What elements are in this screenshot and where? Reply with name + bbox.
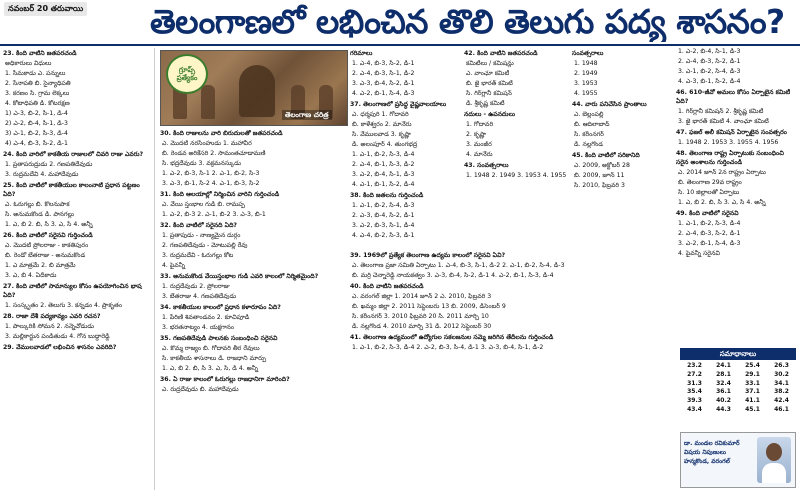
option-text: 2. 1949 (574, 69, 598, 77)
option-text: ఎ. వేయి స్తంభాల గుడి బి. రామప్ప (162, 200, 245, 208)
answer-cell: 25.4 (745, 362, 760, 370)
option-text: 1. ఎ-1, బి-2, సి-3, డి-4 2. ఎ-2, బి-3, సి-4, డి-1 3. ఎ-3, బి-4, సి-1, డి-2 (352, 343, 544, 351)
option-text: 4. మానేరు (466, 150, 493, 158)
question-text: 26. కింది వాటిలో సరైనవి గుర్తించండి (3, 231, 93, 239)
option-text: 1. ఎ, బి 2. బి, సి 3. ఎ, సి 4. అన్నీ (678, 198, 766, 206)
option-text: ఎ. ఓరుగల్లు బి. కొలనుపాక (5, 200, 70, 208)
option-text: 1. ఎ-1, బి-2, సి-3, డి-4 (678, 219, 741, 227)
answer-cell: 43.4 (687, 405, 702, 413)
answer-cell: 30.2 (774, 370, 789, 378)
option-text: బి. మర్రి చెన్నారెడ్డి నాయకత్వం 3. ఎ-3, బి-4, సి-2, డి-1 4. ఎ-2, బి-1, సి-3, డి-4 (352, 271, 554, 279)
option-text: బి. ఆదిలాబాద్ (574, 120, 610, 128)
option-text: 3. భరతనాట్యం 4. యక్షగానం (162, 323, 234, 331)
question-text: 43. సంవత్సరాలు (464, 161, 509, 169)
question-text: సంవత్సరాలు (572, 50, 604, 57)
option-text: 4. ఎ-2, బి-1, సి-4, డి-3 (352, 89, 415, 97)
option-text: 2) ఎ-2, బి-4, సి-1, డి-3 (5, 119, 68, 127)
author-role: విషయ నిపుణులు (684, 449, 726, 456)
answer-cell: 36.1 (716, 388, 731, 396)
option-text: 3. బేతరాజు 4. గణపతిదేవుడు (162, 292, 237, 300)
option-text: సి. కరీంనగర్ 3. 2010 ఫిబ్రవరి 20 సి. 2011 మార్చి 10 (352, 312, 489, 320)
option-text: 4. కోటాధిపతి డి. కోటరక్షణ (5, 99, 70, 107)
sculpture-figure (201, 85, 215, 119)
option-text: 1. ఎ-2, బి-3, సి-1 2. ఎ-1, బి-2, సి-3 (162, 169, 260, 177)
option-text: 1. సంస్కృతం 2. తెలుగు 3. కన్నడం 4. ప్రాకృతం (5, 301, 123, 309)
option-text: ఎ. తెలంగాణ ప్రజా సమితి ఏర్పాటు 1. ఎ-4, బి-3, సి-1, డి-2 2. ఎ-1, బి-2, సి-4, డి-3 (352, 261, 565, 269)
option-text: సి. వేములవాడ 3. కృష్ణా (352, 130, 411, 138)
option-text: సి. భద్రదేవుడు 3. వక్రమనస్కుడు (162, 159, 242, 167)
option-text: డి. నల్లగొండ (574, 140, 604, 148)
question-text: 47. ఫజల్ అలీ కమిషన్ ఏర్పాటైన సంవత్సరం (676, 128, 787, 136)
option-text: ఎ. కొమ్మ రాజ్యం బి. గోదావరి తీర రేవులు (162, 344, 260, 352)
option-text: 1. ఎ-4, బి-3, సి-2, డి-1 (352, 59, 415, 67)
column-2 (160, 128, 356, 490)
answer-cell: 23.2 (687, 362, 702, 370)
column-4 (464, 48, 568, 248)
question-text: 25. కింది వాటిలో కాకతీయుల కాలంనాటి ప్రధాన పట్టణం ఏది? (3, 181, 140, 198)
answer-cell: 26.3 (774, 362, 789, 370)
option-text: 1. 1948 2. 1953 3. 1955 4. 1956 (678, 138, 779, 146)
option-text: 3. ఎ-2, బి-4, సి-1, డి-3 (352, 170, 415, 178)
option-text: 3. ఎ-1, బి-2, సి-4, డి-3 (678, 67, 741, 75)
question-text: 34. కాకతీయుల కాలంలో ప్రధాన కళారూపం ఏది? (160, 303, 281, 311)
answer-cell: 41.1 (745, 396, 760, 404)
option-text: 3. మల్లికార్జున పండితుడు 4. గోన బుద్ధారెడ్డి (5, 332, 110, 340)
answer-cell: 39.3 (687, 396, 702, 404)
author-place: హన్మకొండ, వరంగల్ (684, 458, 730, 465)
answer-cell: 24.1 (716, 362, 731, 370)
option-text: 1. రుద్రదేవుడు 2. ప్రోలరాజు (162, 282, 230, 290)
answer-cell: 35.4 (687, 388, 702, 396)
answer-cell: 44.3 (716, 405, 731, 413)
option-text: సి. అనుమకొండ డి. పానగల్లు (5, 210, 75, 218)
answer-row (680, 406, 796, 415)
option-text: 4) ఎ-4, బి-3, సి-2, డి-1 (5, 139, 68, 147)
option-text: ఎ. 2009, అక్టోబర్ 28 (574, 161, 630, 169)
answer-cell: 32.4 (716, 379, 731, 387)
question-text: 39. 1969లో ప్రత్యేక తెలంగాణ ఉద్యమ కాలంలో సరైనవి ఏవి? (350, 252, 506, 259)
answer-cell: 45.1 (745, 405, 760, 413)
option-text: ఎ. రుద్రదేవుడు బి. మహాదేవుడు (162, 385, 239, 393)
option-text: 2. ఎ-4, బి-3, సి-1, డి-2 (352, 69, 415, 77)
question-text: 24. కింది వారిలో కాకతీయ రాజులలో చివరి రాజు ఎవరు? (3, 150, 144, 158)
option-text: బి. కాళేశ్వరం 2. మానేరు (352, 120, 412, 128)
answer-cell: 38.2 (774, 388, 789, 396)
question-text: 46. 610-జీవో అమలు కోసం ఏర్పాటైన కమిటీ ఏది? (676, 88, 791, 105)
option-text: 1. ఎ-2, బి-3 2. ఎ-1, బి-2 3. ఎ-3, బి-1 (162, 210, 266, 218)
option-text: 2. సేనాపతి బి. సైన్యాధిపతి (5, 79, 71, 87)
option-text: 1. ఎ, బి 2. బి, సి 3. ఎ, సి 4. అన్నీ (5, 220, 93, 228)
option-text: 3. ఎ-2, బి-1, సి-4, డి-3 (678, 239, 741, 247)
answer-cell: 28.1 (716, 370, 731, 378)
question-text: 45. కింది వాటిలో సరికానిది (572, 151, 640, 159)
option-text: ఎ. 2014 జూన్ 2న రాష్ట్రం ఏర్పాటు (678, 168, 766, 176)
question-text: 27. కింది వాటిలో సామాన్యుల కోసం ఉపయోగించిన భాష ఏది? (3, 282, 142, 299)
question-text: 42. కింది వాటిని జతపరచండి (464, 50, 538, 57)
option-text: 1. ఎ-2, బి-4, సి-1, డి-3 (678, 48, 741, 55)
question-text: 40. కింది వాటిని జతపరచండి (350, 282, 424, 290)
answer-cell: 37.1 (745, 388, 760, 396)
option-text: డి. అలంపూర్ 4. తుంగభద్ర (352, 140, 418, 148)
author-box (680, 432, 796, 488)
option-text: బి. 2009, జూన్ 11 (574, 171, 625, 179)
option-text: 4. ఎ-4, బి-2, సి-3, డి-1 (352, 231, 415, 239)
option-text: సి. 2010, ఫిబ్రవరి 3 (574, 181, 625, 189)
option-text: 1. ఎ-1, బి-2, సి-4, డి-3 (352, 201, 415, 209)
option-text: 3. ఎ, బి 4. ఏదీకాదు (5, 271, 57, 279)
option-text: 3. జై భారత్ కమిటీ 4. వాంఛూ కమిటీ (678, 117, 769, 125)
option-text: 3. మంజీర (466, 140, 492, 148)
author-avatar (757, 437, 791, 483)
option-text: 3. రుద్రమదేవి - ఓరుగల్లు కోట (162, 251, 234, 259)
option-text: 1. పేరిణి శివతాండవం 2. కూచిపూడి (162, 313, 250, 321)
option-text: 1. 1948 2. 1949 3. 1953 4. 1955 (466, 171, 567, 179)
option-text: 4. 1955 (574, 89, 598, 97)
question-text: 48. తెలంగాణ రాష్ట్ర ఏర్పాటుకు సంబంధించి సరైన అంశాలను గుర్తించండి (676, 149, 784, 166)
option-text: 2. ఎ-4, బి-1, సి-3, డి-2 (352, 160, 415, 168)
answer-cell: 31.3 (687, 379, 702, 387)
question-text: 28. రాజా దేశీ పద్యకావ్యం ఎవరి రచన? (3, 312, 101, 320)
answer-cell: 29.1 (745, 370, 760, 378)
option-text: 3) ఎ-1, బి-2, సి-3, డి-4 (5, 129, 68, 137)
question-text: 49. కింది వాటిలో సరైనవి (676, 209, 739, 217)
question-text: 44. వారు పనిచేసిన ప్రాంతాలు (572, 100, 647, 108)
option-text: డి. నల్లగొండ 4. 2010 మార్చి 31 డి. 2012 సెప్టెంబర్ 30 (352, 322, 492, 330)
option-text: 1. గిర్‌గ్లానీ కమిషన్ 2. శ్రీకృష్ణ కమిటీ (678, 107, 764, 115)
question-text: 38. కింది జతలను గుర్తించండి (350, 191, 424, 199)
option-text: బి. తెలంగాణ 29వ రాష్ట్రం (678, 178, 742, 186)
option-text: 1. ప్రతాపరుద్రుడు 2. గణపతిదేవుడు (5, 160, 93, 168)
option-text: 3. 1953 (574, 79, 598, 87)
option-text: ఎ. ధర్మపురి 1. గోదావరి (352, 110, 409, 118)
option-text: 1. ఎ, బి 2. బి, సి 3. ఎ, సి, డి 4. అన్నీ (162, 364, 259, 372)
option-text: 1) ఎ-3, బి-2, సి-1, డి-4 (5, 109, 68, 117)
question-text: 29. వేములవాడలో లభించిన శాసనం ఎవరిది? (3, 343, 117, 351)
continuation-label: నవంబర్ 20 తరువాయి (4, 2, 87, 16)
question-text: 35. గణపతిదేవుడి పాలనకు సంబంధించి సరైనవి (160, 334, 278, 342)
option-text: 3. ఎ-2, బి-3, సి-1, డి-4 (352, 221, 415, 229)
option-text: 1. సీమకాడు ఎ. పన్నులు (5, 69, 66, 77)
option-text: బి. ఖమ్మం జిల్లా 2. 2011 సెప్టెంబరు 13 బి. 2009, డిసెంబర్ 9 (352, 302, 506, 310)
answer-cell: 42.4 (774, 396, 789, 404)
option-text: 3. కరణం సి. గ్రామ లెక్కలు (5, 89, 70, 97)
headline: తెలంగాణలో లభించిన తొలి తెలుగు పద్య శాసనం? (150, 2, 785, 41)
author-name: డా. మండల రవికుమార్ (684, 440, 740, 447)
column-3-bottom (350, 250, 676, 354)
column-6 (676, 48, 796, 344)
answer-cell: 27.2 (687, 370, 702, 378)
option-text: 1. గోదావరి (466, 120, 494, 128)
option-text: బి. రెండవ అరికేసరి 2. సామంతచూడామణి (162, 149, 266, 157)
question-text: నదులు - ఉపనదులు (464, 110, 515, 118)
option-text: 2. కృష్ణా (466, 130, 486, 138)
answer-row (680, 362, 796, 371)
option-text: సి. కరీంనగర్ (574, 130, 604, 138)
question-text: 33. అనుమకొండ వేయిస్తంభాల గుడి ఎవరి కాలంలో నిర్మితమైంది? (160, 272, 319, 280)
option-text: ఎ. బెల్లంపల్లి (574, 110, 604, 118)
option-text: 1. ఎ-1, బి-2, సి-3, డి-4 (352, 150, 415, 158)
option-text: ఎ. వాంఛూ కమిటీ (466, 69, 510, 77)
answer-cell: 33.1 (745, 379, 760, 387)
question-text: 31. కింది ఆలయాల్లో నిర్మించిన వారిని గుర్తించండి (160, 190, 280, 198)
answer-row (680, 371, 796, 380)
answer-row (680, 380, 796, 389)
answer-row (680, 388, 796, 397)
option-text: బి. జై భారత్ కమిటీ (466, 79, 513, 87)
answers-box (680, 348, 796, 414)
question-text: 37. తెలంగాణలో ప్రసిద్ధ వైష్ణవాలయాలు (350, 100, 447, 108)
question-text: 30. కింది రాజులను వారి బిరుదులతో జతపరచండి (160, 130, 283, 137)
option-text: 3. రుద్రమదేవి 4. మహాదేవుడు (5, 170, 79, 178)
option-text: 4. ఎ-3, బి-1, సి-2, డి-4 (678, 77, 741, 85)
option-text: 3. ఎ-3, బి-4, సి-2, డి-1 (352, 79, 415, 87)
author-info (684, 439, 754, 466)
option-text: 1. పాల్కురికి సోమన 2. నన్నెచోడుడు (5, 322, 95, 330)
option-text: సి. కాకతీయ శాసనాలు డి. రాజధాని మార్పు (162, 354, 267, 362)
option-text: అధికారులు విధులు (5, 59, 52, 67)
column-1 (3, 48, 155, 490)
groups-special-badge: గ్రూప్స్ ప్రత్యేకం (166, 54, 208, 94)
option-text: ఎ. మొదటి ప్రోలరాజు - కాకతిపురం (5, 241, 89, 249)
question-text: 41. తెలంగాణ ఉద్యమంలో ఉద్యోగుల సకలజనుల సమ్మె జరిగిన తేదీలను గుర్తించండి (350, 333, 554, 341)
sculpture-deity (239, 65, 275, 117)
header-rule (0, 44, 800, 46)
option-text: 4. ఎ-1, బి-1, సి-2, డి-4 (352, 180, 415, 188)
column-5 (572, 48, 672, 248)
column-3 (350, 48, 462, 248)
option-text: 2. ఎ-3, బి-4, సి-2, డి-1 (352, 211, 415, 219)
question-text: 32. కింది వాటిలో సరైనది ఏది? (160, 221, 238, 229)
question-text: 23. కింది వాటిని జతపరచండి (3, 50, 77, 57)
answer-cell: 46.1 (774, 405, 789, 413)
answers-title: సమాధానాలు (680, 348, 796, 360)
answers-table (680, 362, 796, 414)
option-text: కమిటీలు / కమిషన్లు (466, 59, 514, 67)
option-text: డి. శ్రీకృష్ణ కమిటీ (466, 99, 505, 107)
option-text: 2. ఎ-4, బి-3, సి-2, డి-1 (678, 229, 741, 237)
option-text: 1. 1948 (574, 59, 598, 67)
option-text: 1. ఎ మాత్రమే 2. బి మాత్రమే (5, 261, 76, 269)
question-text: గరిమాలు (350, 50, 373, 57)
answer-cell: 34.1 (774, 379, 789, 387)
option-text: 4. పైవన్నీ (162, 261, 186, 269)
option-text: 1. ప్రతాపుడు - నాణ్యమైన దుర్గం (162, 231, 241, 239)
option-text: 4. పైవన్నీ సరైనవి (678, 249, 720, 257)
option-text: 2. ఎ-4, బి-3, సి-2, డి-1 (678, 57, 741, 65)
option-text: ఎ. మొదటి నరసింహుడు 1. మహావీర (162, 139, 252, 147)
option-text: బి. రెండో బేతరాజు - అనుమకొండ (5, 251, 86, 259)
answer-row (680, 397, 796, 406)
option-text: సి. గిర్‌గ్లానీ కమిషన్ (466, 89, 512, 97)
option-text: 3. ఎ-3, బి-1, సి-2 4. ఎ-1, బి-3, సి-2 (162, 179, 260, 187)
answer-cell: 40.2 (716, 396, 731, 404)
question-text: 36. ఏ రాజు కాలంలో ఓరుగల్లు రాజధానిగా మారింది? (160, 375, 290, 383)
photo-caption: తెలంగాణ చరిత్ర (282, 110, 332, 120)
option-text: ఎ. వరంగల్ జిల్లా 1. 2014 జూన్ 2 ఎ. 2010, ఫిబ్రవరి 3 (352, 292, 492, 300)
header (0, 0, 800, 44)
option-text: సి. 10 జిల్లాలతో ఏర్పాటు (678, 188, 740, 196)
option-text: 2. గణపతిదేవుడు - మోటుపల్లి రేవు (162, 241, 248, 249)
